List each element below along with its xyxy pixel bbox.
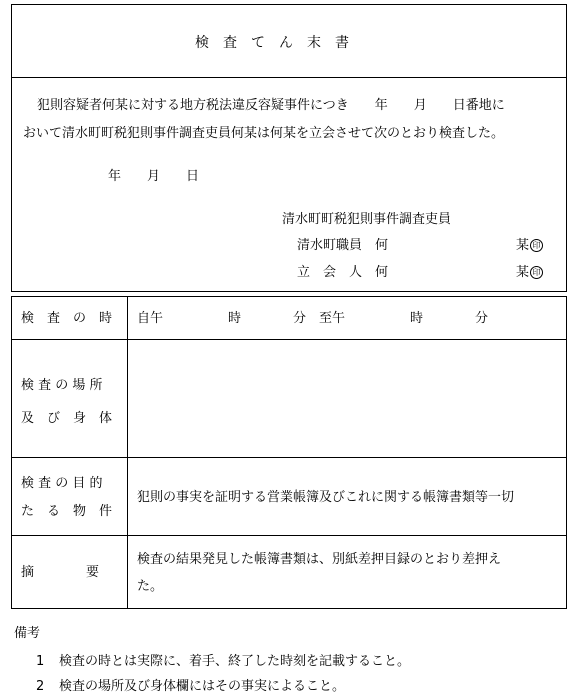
witness-suffix: 某 [516, 265, 530, 280]
note-text: 検査の場所及び身体欄にはその事実によること。 [59, 679, 346, 694]
staff-suffix: 某 [516, 238, 530, 253]
seal-icon: 印 [530, 266, 543, 279]
intro-line-1: 犯則容疑者何某に対する地方税法違反容疑事件につき 年 月 日番地に [37, 98, 505, 113]
value-summary-2: た。 [137, 579, 164, 594]
staff-label: 清水町職員 何 [297, 238, 389, 253]
label-inspection-place-1: 検 査 の 場 所 [21, 378, 103, 393]
intro-line-2: おいて清水町町税犯則事件調査吏員何某は何某を立会させて次のとおり検査した。 [23, 126, 505, 141]
label-inspection-time: 検 査 の 時 [21, 311, 113, 326]
table-column-divider [127, 296, 128, 609]
note-number: 2 [36, 679, 45, 694]
label-summary: 摘 要 [21, 565, 100, 580]
value-inspection-time: 自午 時 分 至午 時 分 [137, 311, 489, 326]
label-inspection-place-2: 及 び 身 体 [21, 411, 113, 426]
table-row-divider [11, 339, 567, 340]
note-text: 検査の時とは実際に、着手、終了した時刻を記載すること。 [59, 654, 411, 669]
label-inspection-purpose-1: 検 査 の 目 的 [21, 476, 103, 491]
staff-name-suffix [516, 239, 543, 252]
table-row-divider [11, 457, 567, 458]
intro-date: 年 月 日 [108, 169, 200, 184]
value-inspection-purpose: 犯則の事実を証明する営業帳簿及びこれに関する帳簿書類等一切 [137, 490, 515, 505]
table-row-divider [11, 535, 567, 536]
seal-icon: 印 [530, 239, 543, 252]
label-inspection-purpose-2: た る 物 件 [21, 504, 113, 519]
document-title: 検 査 て ん 末 書 [195, 35, 349, 51]
witness-label: 立 会 人 何 [297, 265, 389, 280]
value-summary-1: 検査の結果発見した帳簿書類は、別紙差押目録のとおり差押え [137, 552, 502, 567]
witness-name-suffix [516, 266, 543, 279]
title-divider [11, 77, 567, 78]
note-number: 1 [36, 654, 45, 669]
official-title: 清水町町税犯則事件調査吏員 [282, 212, 452, 227]
notes-heading: 備考 [14, 626, 41, 641]
